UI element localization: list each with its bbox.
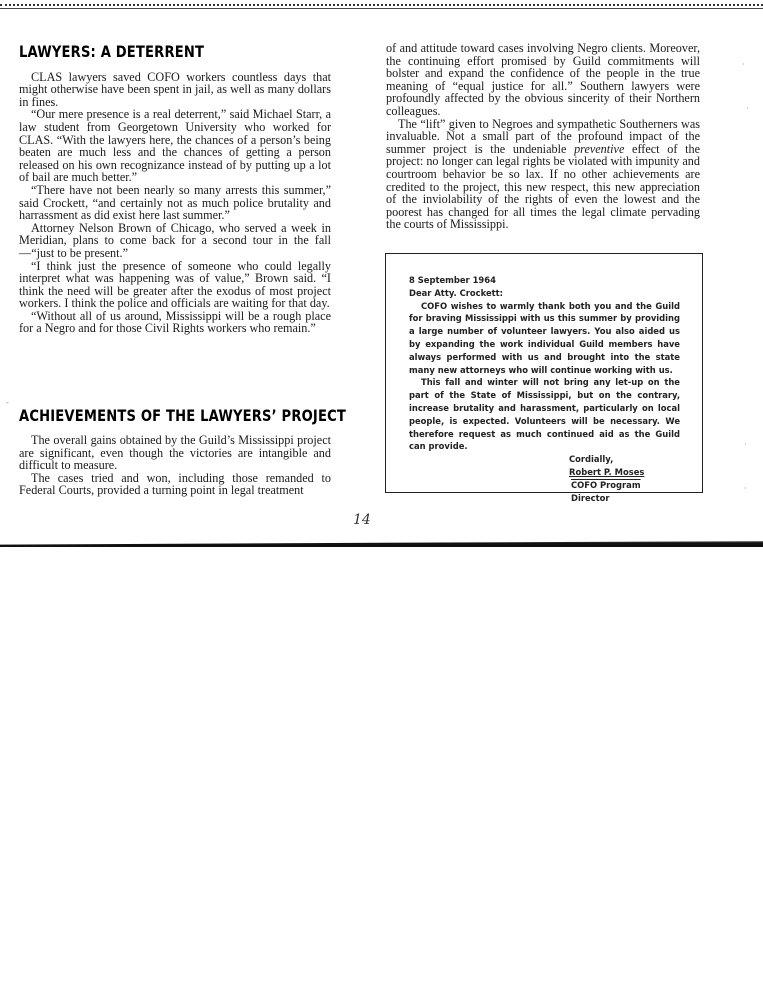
section-heading-achievements: ACHIEVEMENTS OF THE LAWYERS’ PROJECT	[19, 406, 347, 425]
paragraph: “Our mere presence is a real deterrent,” said Michael Starr, a law student from Georgetown University who worked for CLAS. “With the lawyers here, the chances of a person’s being beaten are much less and the chances of getting a person released on his own recognizance instead of by putting up a lot of bail are much better.”	[19, 107, 331, 185]
scan-speck: ·	[746, 104, 749, 113]
scan-speck: ·	[744, 440, 747, 449]
paragraph: The cases tried and won, including those remanded to Federal Courts, provided a turning point in legal treatment	[19, 470, 331, 498]
text-run: effect of the project: no longer can legal rights be violated with impunity and courtroom behavior be so lax. If no other achievements are credited to the project, this new respect, this new appreciation of the inviolability of the rights of even the lowest and the poorest has changed for all times the legal climate pervading the courts of Mississippi.	[386, 141, 700, 232]
paragraph: “Without all of us around, Mississippi will be a rough place for a Negro and for those Civil Rights workers who remain.”	[19, 308, 331, 336]
letter-date: 8 September 1964	[409, 275, 496, 285]
letter-box	[385, 253, 703, 503]
paragraph: of and attitude toward cases involving Negro clients. Moreover, the continuing effort promised by Guild commitments will bolster and expand the confidence of the people in the true meaning of “equal justice for all.” Southern lawyers were profoundly affected by the obvious sincerity of their Northern colleagues.	[386, 41, 700, 118]
emphasis-preventive: preventive	[574, 141, 625, 156]
page-number: 14	[353, 512, 371, 528]
letter-paragraph: This fall and winter will not bring any let-up on the part of the State of Mississippi, but on the contrary, increase brutality and harassment, particularly on local people, is expected. Volunteers will be necessary. We therefore request as much continued aid as the Guild can provide.	[409, 377, 680, 452]
top-rule	[0, 4, 763, 9]
text-run: The “lift” given to Negroes and sympathetic Southerners was invaluable. Not a small part of the profound impact of the summer project is the undeniable	[386, 116, 700, 156]
paragraph: “I think just the presence of someone who could legally interpret what was happening was of value,” Brown said. “I think the need will be greater after the exodus of most project workers. I think the police and officials are waiting for that day.	[19, 258, 331, 311]
scan-speck: ·	[744, 484, 747, 493]
letter-closing: Cordially,	[569, 454, 614, 465]
section-heading-lawyers: LAWYERS: A DETERRENT	[19, 42, 205, 61]
letter-paragraph: COFO wishes to warmly thank both you and the Guild for braving Mississippi with us this summer by providing a large number of volunteer lawyers. You also aided us by expanding the work individual Guild members have always performed with us and brought into the state many new attorneys who will continue working with us.	[409, 300, 680, 375]
letter-signer-name: Robert P. Moses	[569, 466, 645, 477]
left-column	[19, 42, 331, 336]
right-column	[386, 42, 700, 231]
paragraph: CLAS lawyers saved COFO workers countless days that might otherwise have been spent in jail, as well as many dollars in fines.	[19, 69, 331, 109]
paragraph-impact	[386, 118, 700, 231]
bottom-rule	[0, 541, 763, 547]
left-column-lower	[19, 434, 331, 497]
letter-salutation: Dear Atty. Crockett:	[409, 287, 503, 298]
paragraph: Attorney Nelson Brown of Chicago, who served a week in Meridian, plans to come back for a second tour in the fall—“just to be present.”	[19, 220, 331, 260]
scan-speck: -	[6, 398, 9, 407]
scan-speck: ·	[742, 60, 745, 69]
paragraph: The overall gains obtained by the Guild’s Mississippi project are significant, even though the victories are intangible and difficult to measure.	[19, 433, 331, 473]
paragraph: “There have not been nearly so many arrests this summer,” said Crockett, “and certainly not as much police brutality and harrassment as did exist here last summer.”	[19, 182, 331, 223]
letter-signer-title: COFO Program Director	[571, 479, 641, 503]
